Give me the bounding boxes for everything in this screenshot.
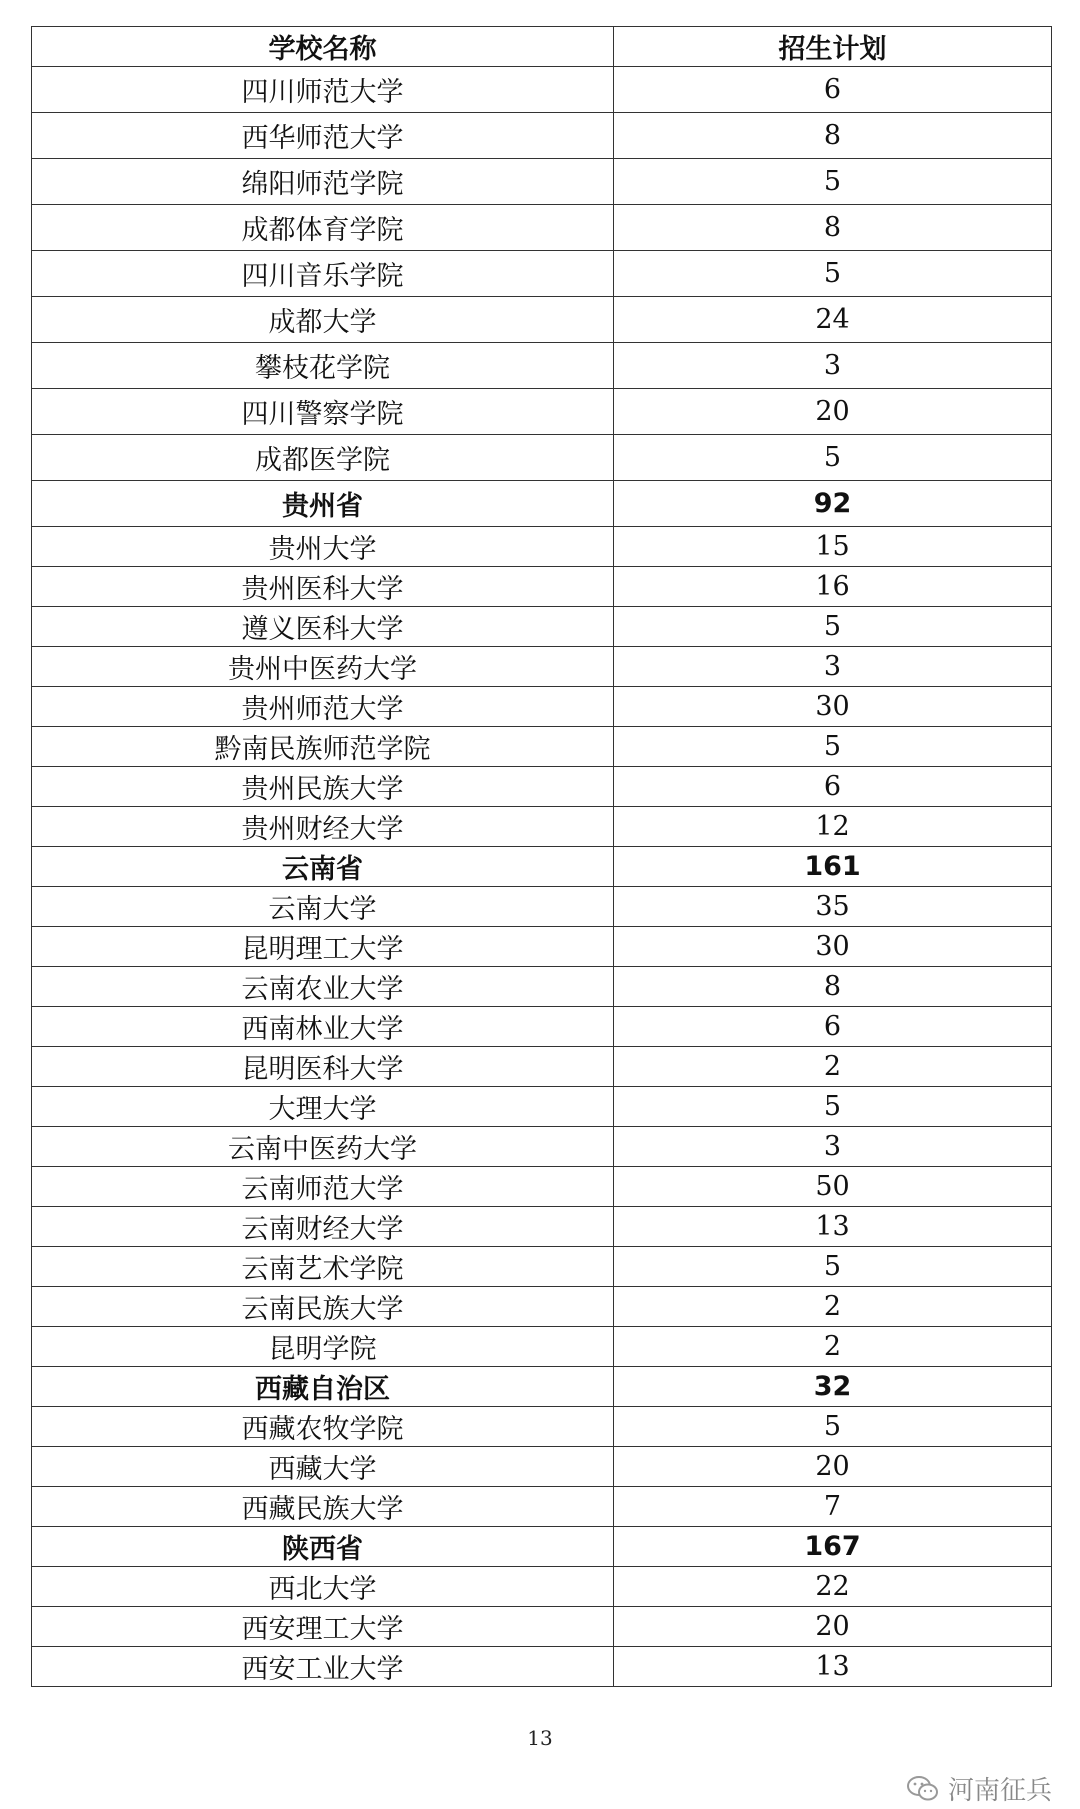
enrollment-plan: 8 (614, 113, 1052, 159)
enrollment-plan: 3 (614, 343, 1052, 389)
enrollment-plan: 8 (614, 967, 1052, 1007)
province-name: 陕西省 (32, 1527, 614, 1567)
school-name: 昆明理工大学 (32, 927, 614, 967)
enrollment-plan: 6 (614, 767, 1052, 807)
school-name: 贵州民族大学 (32, 767, 614, 807)
province-plan-total: 92 (614, 481, 1052, 527)
school-name: 贵州大学 (32, 527, 614, 567)
watermark-text: 河南征兵 (947, 1776, 1052, 1806)
page-number: 13 (527, 1726, 553, 1750)
table-row (32, 1007, 1052, 1047)
province-plan-total: 32 (614, 1367, 1052, 1407)
school-name: 四川师范大学 (32, 67, 614, 113)
school-name: 贵州中医药大学 (32, 647, 614, 687)
table-header-row (32, 27, 1052, 67)
school-name: 四川警察学院 (32, 389, 614, 435)
province-name: 西藏自治区 (32, 1367, 614, 1407)
province-plan-total: 161 (614, 847, 1052, 887)
school-name: 云南财经大学 (32, 1207, 614, 1247)
enrollment-plan: 15 (614, 527, 1052, 567)
school-name: 昆明医科大学 (32, 1047, 614, 1087)
enrollment-plan: 24 (614, 297, 1052, 343)
enrollment-table (31, 26, 1052, 1687)
table-row (32, 113, 1052, 159)
watermark (906, 1770, 1052, 1807)
enrollment-plan: 5 (614, 727, 1052, 767)
table-row (32, 1327, 1052, 1367)
table-row (32, 343, 1052, 389)
school-name: 成都体育学院 (32, 205, 614, 251)
province-row (32, 847, 1052, 887)
table-row (32, 1407, 1052, 1447)
table-row (32, 607, 1052, 647)
enrollment-plan: 6 (614, 1007, 1052, 1047)
enrollment-plan: 5 (614, 1407, 1052, 1447)
school-name: 西华师范大学 (32, 113, 614, 159)
table-body (32, 67, 1052, 1687)
table-row (32, 1207, 1052, 1247)
table-row (32, 389, 1052, 435)
header-enrollment-plan: 招生计划 (614, 27, 1052, 67)
enrollment-plan: 8 (614, 205, 1052, 251)
enrollment-plan: 13 (614, 1207, 1052, 1247)
enrollment-plan: 20 (614, 1607, 1052, 1647)
table-row (32, 767, 1052, 807)
school-name: 西藏大学 (32, 1447, 614, 1487)
school-name: 云南师范大学 (32, 1167, 614, 1207)
enrollment-plan: 50 (614, 1167, 1052, 1207)
enrollment-plan: 16 (614, 567, 1052, 607)
table-row (32, 1287, 1052, 1327)
province-row (32, 481, 1052, 527)
table-row (32, 527, 1052, 567)
school-name: 贵州师范大学 (32, 687, 614, 727)
table-row (32, 647, 1052, 687)
table-row (32, 67, 1052, 113)
table-row (32, 1127, 1052, 1167)
wechat-icon (906, 1775, 940, 1803)
school-name: 大理大学 (32, 1087, 614, 1127)
table-row (32, 435, 1052, 481)
school-name: 西北大学 (32, 1567, 614, 1607)
enrollment-plan: 20 (614, 389, 1052, 435)
enrollment-plan: 30 (614, 927, 1052, 967)
table-row (32, 967, 1052, 1007)
table-row (32, 1607, 1052, 1647)
school-name: 西安理工大学 (32, 1607, 614, 1647)
table-row (32, 807, 1052, 847)
table-row (32, 1567, 1052, 1607)
province-plan-total: 167 (614, 1527, 1052, 1567)
table-row (32, 1047, 1052, 1087)
school-name: 西藏民族大学 (32, 1487, 614, 1527)
school-name: 绵阳师范学院 (32, 159, 614, 205)
table-row (32, 297, 1052, 343)
enrollment-plan: 6 (614, 67, 1052, 113)
table-row (32, 1247, 1052, 1287)
table-row (32, 1487, 1052, 1527)
table-row (32, 1647, 1052, 1687)
enrollment-plan: 5 (614, 435, 1052, 481)
enrollment-plan: 5 (614, 607, 1052, 647)
table-row (32, 1167, 1052, 1207)
school-name: 云南农业大学 (32, 967, 614, 1007)
enrollment-plan: 12 (614, 807, 1052, 847)
enrollment-plan: 2 (614, 1047, 1052, 1087)
school-name: 西安工业大学 (32, 1647, 614, 1687)
enrollment-plan: 5 (614, 1087, 1052, 1127)
school-name: 昆明学院 (32, 1327, 614, 1367)
enrollment-plan: 30 (614, 687, 1052, 727)
school-name: 贵州医科大学 (32, 567, 614, 607)
table-row (32, 887, 1052, 927)
enrollment-plan: 3 (614, 647, 1052, 687)
school-name: 云南中医药大学 (32, 1127, 614, 1167)
enrollment-plan: 35 (614, 887, 1052, 927)
school-name: 成都医学院 (32, 435, 614, 481)
school-name: 云南民族大学 (32, 1287, 614, 1327)
province-name: 云南省 (32, 847, 614, 887)
enrollment-plan: 2 (614, 1287, 1052, 1327)
table-row (32, 567, 1052, 607)
enrollment-plan: 5 (614, 251, 1052, 297)
table-row (32, 1087, 1052, 1127)
enrollment-table-container (31, 26, 1051, 1687)
enrollment-plan: 5 (614, 1247, 1052, 1287)
header-school-name: 学校名称 (32, 27, 614, 67)
school-name: 贵州财经大学 (32, 807, 614, 847)
table-row (32, 727, 1052, 767)
enrollment-plan: 5 (614, 159, 1052, 205)
school-name: 四川音乐学院 (32, 251, 614, 297)
table-row (32, 159, 1052, 205)
enrollment-plan: 7 (614, 1487, 1052, 1527)
enrollment-plan: 20 (614, 1447, 1052, 1487)
school-name: 云南艺术学院 (32, 1247, 614, 1287)
table-row (32, 205, 1052, 251)
school-name: 攀枝花学院 (32, 343, 614, 389)
enrollment-plan: 13 (614, 1647, 1052, 1687)
province-row (32, 1527, 1052, 1567)
school-name: 成都大学 (32, 297, 614, 343)
table-row (32, 1447, 1052, 1487)
province-name: 贵州省 (32, 481, 614, 527)
enrollment-plan: 22 (614, 1567, 1052, 1607)
school-name: 云南大学 (32, 887, 614, 927)
table-row (32, 251, 1052, 297)
school-name: 遵义医科大学 (32, 607, 614, 647)
table-row (32, 687, 1052, 727)
school-name: 西南林业大学 (32, 1007, 614, 1047)
enrollment-plan: 3 (614, 1127, 1052, 1167)
province-row (32, 1367, 1052, 1407)
school-name: 黔南民族师范学院 (32, 727, 614, 767)
school-name: 西藏农牧学院 (32, 1407, 614, 1447)
enrollment-plan: 2 (614, 1327, 1052, 1367)
table-row (32, 927, 1052, 967)
